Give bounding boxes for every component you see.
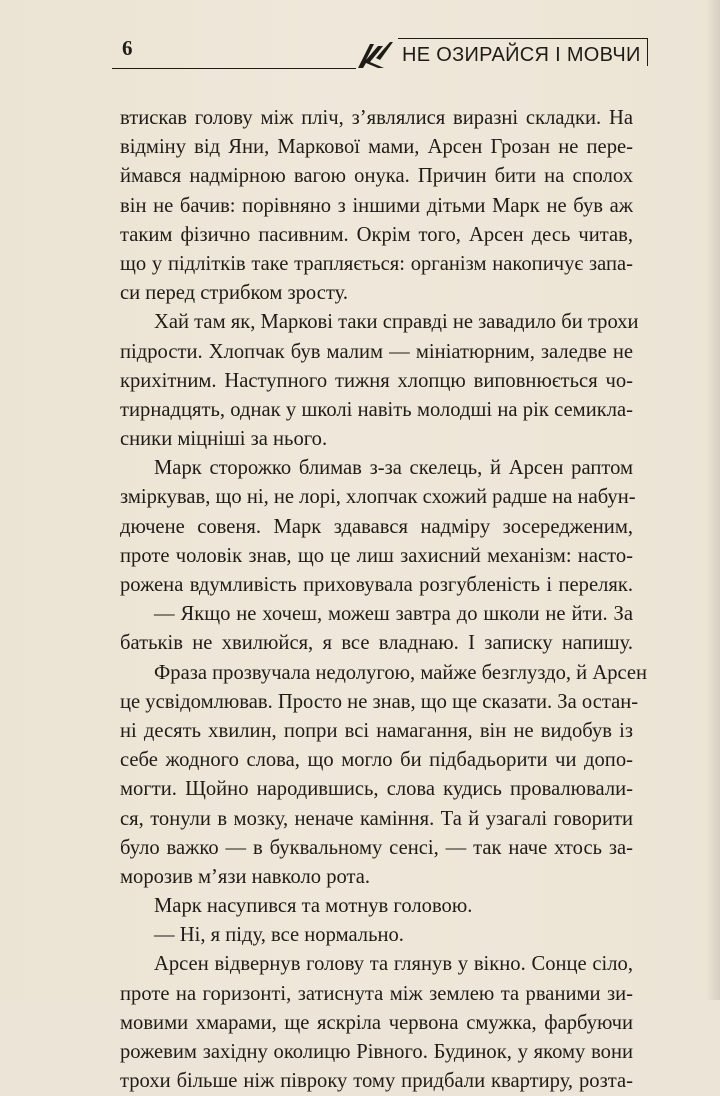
text-line: підрости. Хлопчак був малим — мініатюрним, заледве не [120, 340, 633, 363]
text-line: Арсен відвернув голову та глянув у вікно. Сонце сіло, [154, 953, 633, 976]
text-line: трохи більше ніж півроку тому придбали квартиру, розта- [120, 1070, 633, 1093]
book-title: НЕ ОЗИРАЙСЯ І МОВЧИ [402, 44, 641, 66]
text-line: морозив м’язи навколо рота. [120, 865, 371, 888]
text-line: Фраза прозвучала недолугою, майже безглуздо, й Арсен [154, 661, 648, 684]
text-line: сники міцніші за нього. [120, 428, 328, 451]
text-line: батьків не хвилюйся, я все владнаю. І записку напишу. [120, 632, 633, 655]
page-edge-shadow [706, 0, 720, 1000]
text-line: було важко — в буквальному сенсі, — так наче хтось за- [120, 836, 633, 859]
text-line: проте чоловік знав, що це лиш захисний механізм: насто- [120, 544, 633, 567]
text-line: відміну від Яни, Маркової мами, Арсен Грозан не пере- [120, 136, 633, 159]
text-line: тирнадцять, однак у школі навіть молодші на рік семикла- [120, 398, 633, 421]
text-line: рожена вдумливість приховувала розгубленість і переляк. [120, 574, 633, 596]
text-line: ймався надмірною вагою онука. Причин бити на сполох [120, 165, 633, 188]
text-line: ся, тонули в мозку, неначе каміння. Та й узагалі говорити [120, 807, 633, 830]
header-frame-side [647, 38, 648, 66]
text-line: могти. Щойно народившись, слова кудись провалювали- [120, 778, 633, 801]
text-line: таким фізично пасивним. Окрім того, Арсен десь читав, [120, 223, 633, 246]
page-number: 6 [122, 36, 133, 60]
text-line: дючене совеня. Марк здавався надміру зосередженим, [120, 515, 633, 538]
publisher-logo-icon [356, 38, 396, 72]
text-line: Хай там як, Маркові таки справді не завадило би трохи [154, 311, 639, 334]
body-text [120, 104, 648, 1096]
text-line: проте на горизонті, затиснута між землею та рваними зи- [120, 982, 633, 1005]
text-line: рожевим західну околицю Рівного. Будинок, у якому вони [120, 1041, 633, 1063]
text-line: — Якщо не хочеш, можеш завтра до школи не йти. За [154, 603, 633, 626]
text-line: — Ні, я піду, все нормально. [154, 924, 404, 947]
running-header [112, 30, 654, 80]
text-line: він не бачив: порівняно з іншими дітьми Марк не був аж [120, 194, 633, 217]
text-line: Марк насупився та мотнув головою. [154, 895, 473, 918]
text-line: втискав голову між пліч, з’являлися виразні складки. На [120, 107, 633, 129]
text-line: ні десять хвилин, попри всі намагання, він не видобув із [120, 719, 633, 742]
text-line: мовими хмарами, ще яскріла червона смужка, фарбуючи [120, 1011, 633, 1034]
text-line: си перед стрибком зросту. [120, 282, 348, 305]
text-line: що у підлітків таке трапляється: організм накопичує запа- [120, 252, 633, 275]
header-rule [112, 68, 356, 69]
text-line: Марк сторожко блимав з-за скелець, й Арсен раптом [154, 457, 633, 480]
text-line: зміркував, що ні, не лорі, хлопчак схожий радше на набун- [120, 486, 636, 509]
text-line: крихітним. Наступного тижня хлопцю виповнюється чо- [120, 369, 633, 392]
header-frame-top [398, 38, 648, 39]
text-line: себе жодного слова, що могло би підбадьорити чи допо- [120, 749, 633, 772]
text-line: це усвідомлював. Просто не знав, що ще сказати. За остан- [120, 690, 639, 713]
